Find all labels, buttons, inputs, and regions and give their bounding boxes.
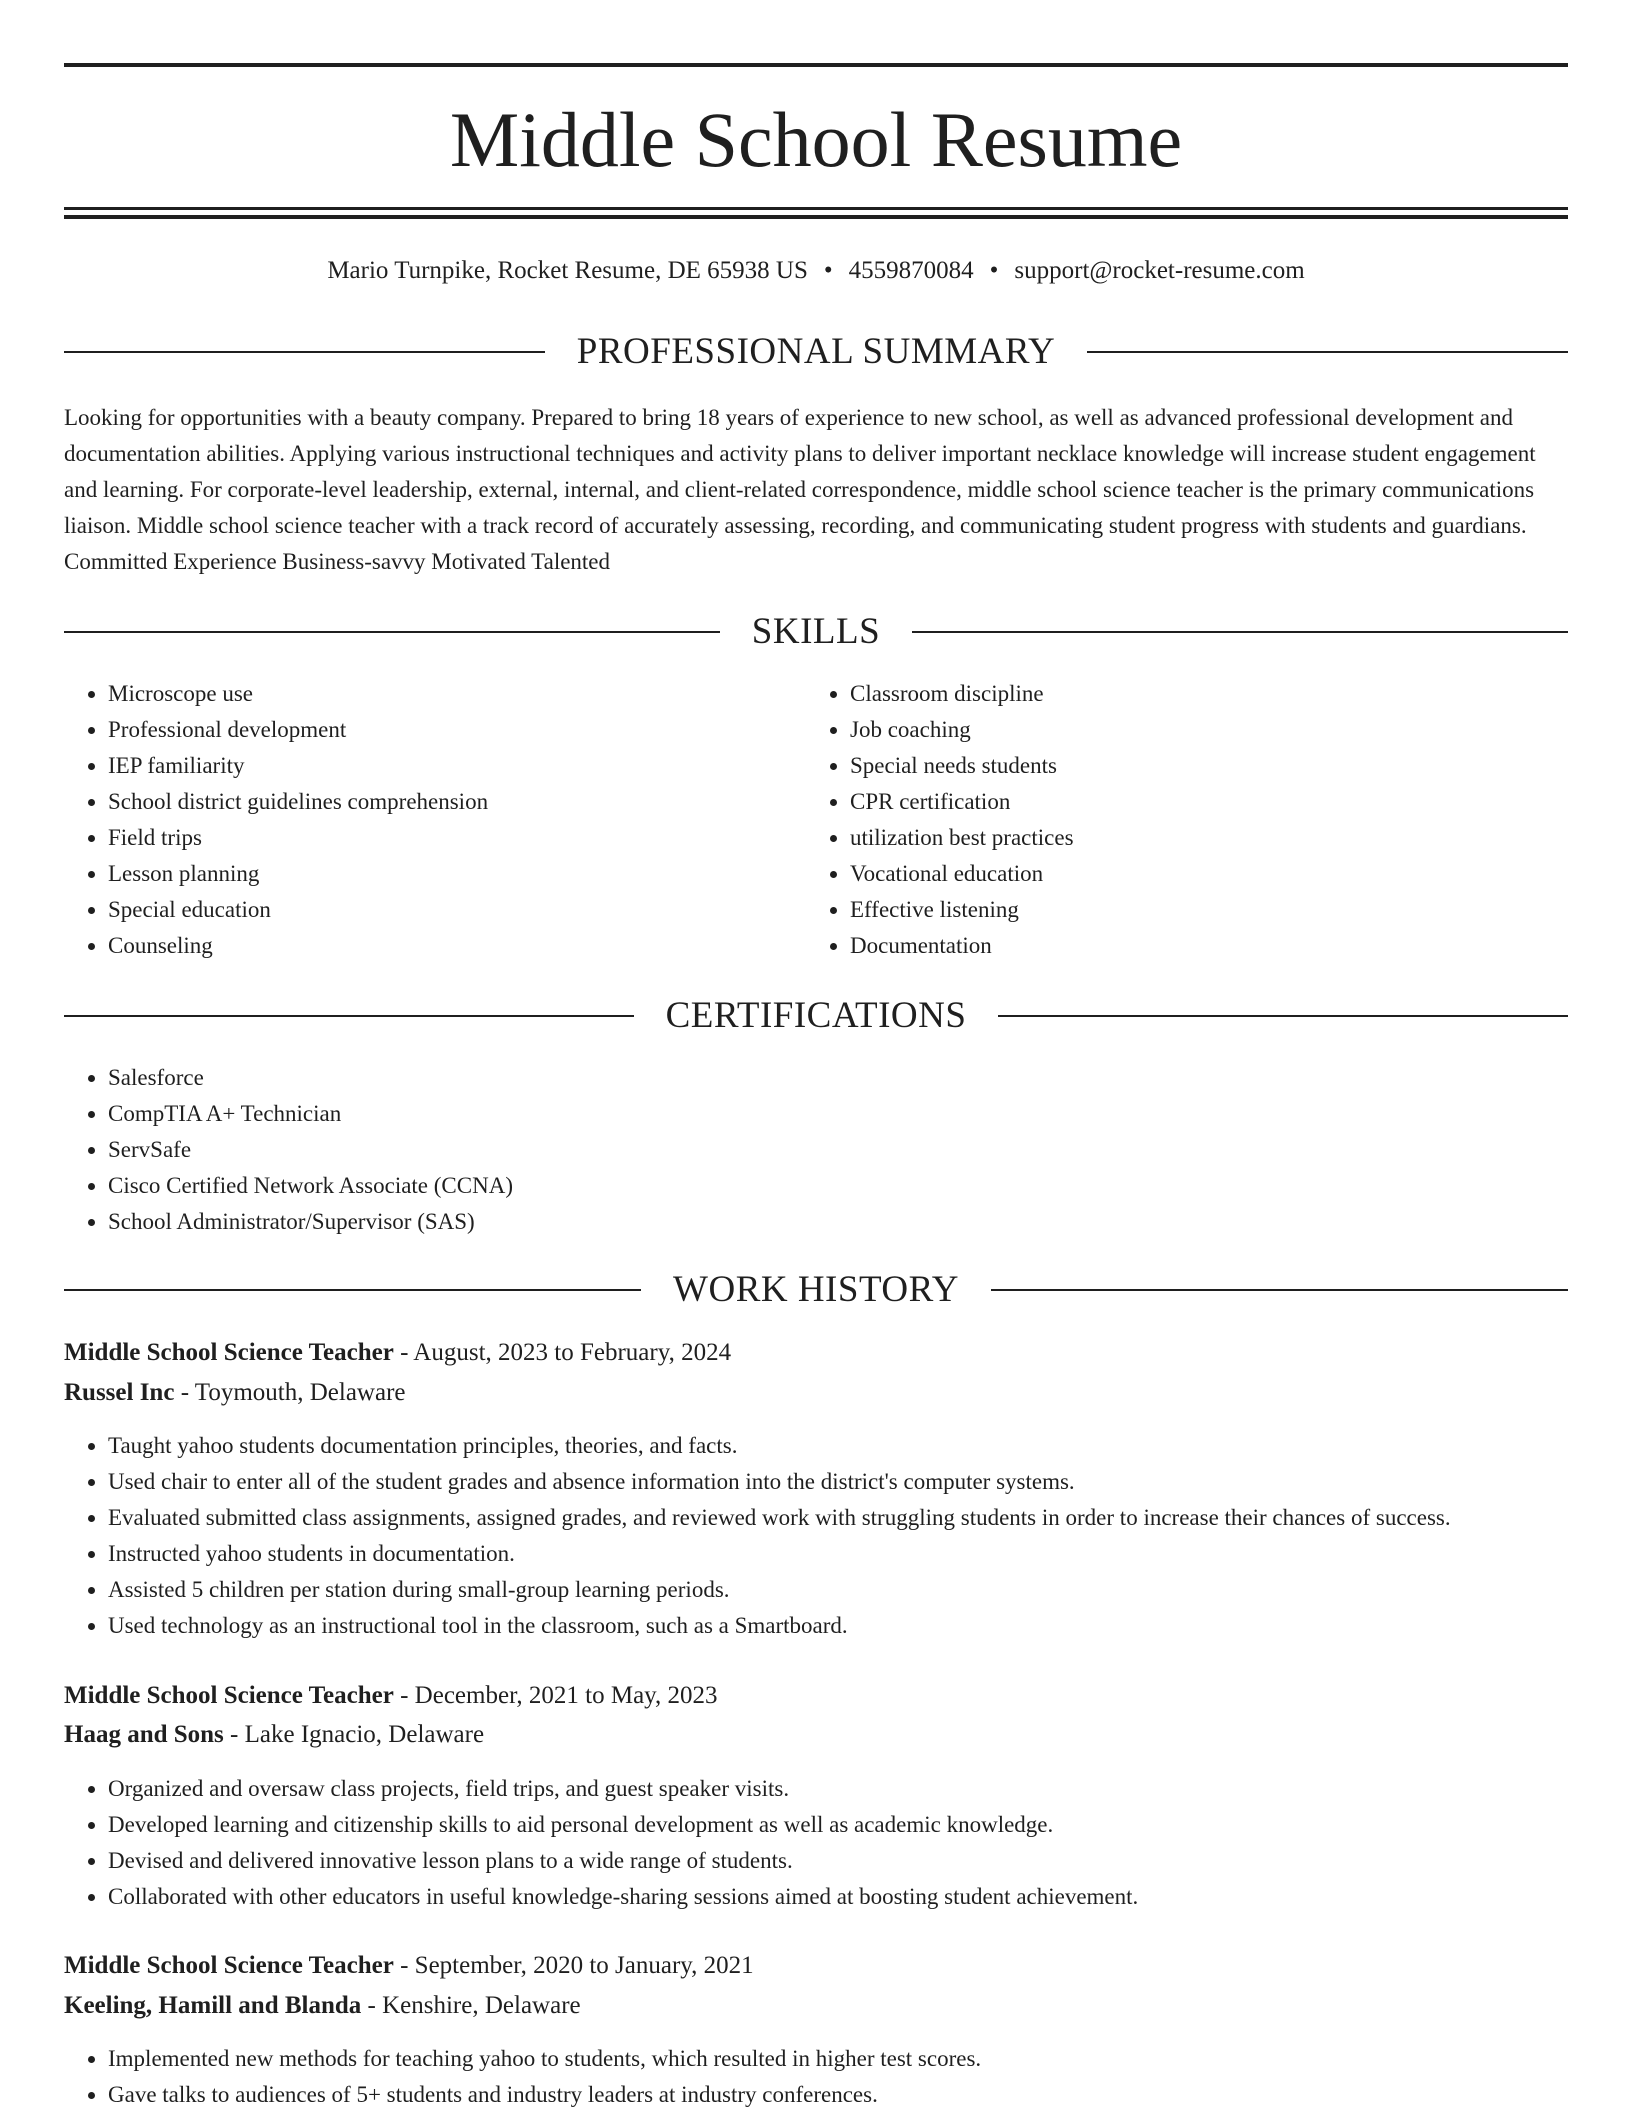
job-dates: - August, 2023 to February, 2024 [393, 1339, 732, 1366]
job-bullet: • Developed learning and citizenship skills to aid personal development as well as academic knowledge. [108, 1807, 1568, 1843]
certifications-block [64, 1060, 1568, 1240]
skills-list-left [64, 676, 804, 964]
job-bullets-block [64, 1771, 1568, 1915]
job-location: - Lake Ignacio, Delaware [223, 1721, 485, 1748]
contact-phone: 4559870084 [848, 257, 974, 284]
job-company-line [64, 1987, 1568, 2025]
skill-item: • Special needs students [850, 748, 1568, 784]
job-bullet: • Used technology as an instructional tool in the classroom, such as a Smartboard. [108, 1608, 1568, 1644]
skill-item: • Field trips [108, 820, 804, 856]
resume-title: Middle School Resume [449, 96, 1183, 183]
summary-text: Looking for opportunities with a beauty company. Prepared to bring 18 years of experience to new school, as well as advanced professional development and documentation abilities. Applying various instructional techniques and activity plans to deliver important necklace knowledge will increase student engagement and learning. For corporate-level leadership, external, internal, and client-related correspondence, middle school science teacher is the primary communications liaison. Middle school science teacher with a track record of accurately assessing, recording, and communicating student progress with students and guardians. Committed Experience Business-savvy Motivated Talented [64, 405, 1536, 574]
job-bullet: • Implemented new methods for teaching yahoo to students, which resulted in higher test scores. [108, 2041, 1568, 2077]
certification-item: • School Administrator/Supervisor (SAS) [108, 1204, 1568, 1240]
skill-item: • Special education [108, 892, 804, 928]
job-bullet-list [64, 2041, 1568, 2113]
skill-item: • Documentation [850, 928, 1568, 964]
skill-item: • Microscope use [108, 676, 804, 712]
contact-separator: • [989, 257, 999, 284]
job-bullet: • Instructed yahoo students in documentation. [108, 1536, 1568, 1572]
section-heading-certifications [64, 992, 1568, 1040]
header-double-rule-lower [64, 215, 1568, 219]
job-location: - Toymouth, Delaware [174, 1379, 406, 1406]
job-bullet: • Taught yahoo students documentation principles, theories, and facts. [108, 1428, 1568, 1464]
job-bullets-block [64, 1428, 1568, 1644]
skill-item: • utilization best practices [850, 820, 1568, 856]
job-dates: - December, 2021 to May, 2023 [393, 1682, 718, 1709]
skill-item: • IEP familiarity [108, 748, 804, 784]
job-bullet: • Used chair to enter all of the student grades and absence information into the district's computer systems. [108, 1464, 1568, 1500]
section-heading-summary [64, 328, 1568, 376]
section-heading-skills [64, 608, 1568, 656]
heading-rule-right [991, 1289, 1568, 1291]
job-title: Middle School Science Teacher [64, 1682, 394, 1709]
job-bullet-list [64, 1428, 1568, 1644]
skill-item: • Job coaching [850, 712, 1568, 748]
job-bullet: • Collaborated with other educators in useful knowledge-sharing sessions aimed at boosting student achievement. [108, 1879, 1568, 1915]
heading-rule-right [1087, 351, 1568, 353]
job-title-line [64, 1677, 1568, 1715]
job-title-line [64, 1947, 1568, 1985]
job-company: Keeling, Hamill and Blanda [64, 1992, 362, 2019]
contact-line [64, 253, 1568, 289]
job-bullet: • Assisted 5 children per station during small-group learning periods. [108, 1572, 1568, 1608]
certification-item: • Cisco Certified Network Associate (CCNA) [108, 1168, 1568, 1204]
contact-address: Mario Turnpike, Rocket Resume, DE 65938 US [327, 257, 808, 284]
skill-item: • Vocational education [850, 856, 1568, 892]
skills-column-left [64, 676, 804, 964]
certification-item: • CompTIA A+ Technician [108, 1096, 1568, 1132]
skill-item: • CPR certification [850, 784, 1568, 820]
section-title: WORK HISTORY [673, 1269, 959, 1310]
job-bullet: • Evaluated submitted class assignments, assigned grades, and reviewed work with struggling students in order to increase their chances of success. [108, 1500, 1568, 1536]
heading-rule-right [998, 1015, 1568, 1017]
job-bullet-list [64, 1771, 1568, 1915]
job-dates: - September, 2020 to January, 2021 [393, 1952, 754, 1979]
job-company-line [64, 1374, 1568, 1412]
section-title: SKILLS [751, 611, 881, 652]
certification-item: • Salesforce [108, 1060, 1568, 1096]
certification-item: • ServSafe [108, 1132, 1568, 1168]
job-bullet: • Devised and delivered innovative lesson plans to a wide range of students. [108, 1843, 1568, 1879]
section-heading-work-history [64, 1266, 1568, 1314]
skill-item: • Counseling [108, 928, 804, 964]
heading-rule-left [64, 1289, 641, 1291]
skills-list-right [806, 676, 1568, 964]
job-title: Middle School Science Teacher [64, 1952, 394, 1979]
skill-item: • Effective listening [850, 892, 1568, 928]
skills-column-right [806, 676, 1568, 964]
job-bullet: • Organized and oversaw class projects, field trips, and guest speaker visits. [108, 1771, 1568, 1807]
heading-rule-right [912, 631, 1568, 633]
contact-separator: • [823, 257, 833, 284]
heading-rule-left [64, 351, 545, 353]
heading-rule-left [64, 1015, 634, 1017]
job-bullet: • Gave talks to audiences of 5+ students and industry leaders at industry conferences. [108, 2077, 1568, 2113]
skill-item: • School district guidelines comprehension [108, 784, 804, 820]
job-company-line [64, 1716, 1568, 1754]
job-location: - Kenshire, Delaware [361, 1992, 581, 2019]
skill-item: • Classroom discipline [850, 676, 1568, 712]
section-title: CERTIFICATIONS [665, 995, 967, 1036]
heading-rule-left [64, 631, 720, 633]
section-title: PROFESSIONAL SUMMARY [576, 331, 1056, 372]
header-double-rule-upper [64, 207, 1568, 210]
job-company: Haag and Sons [64, 1721, 224, 1748]
job-title-line [64, 1334, 1568, 1372]
job-bullets-block [64, 2041, 1568, 2113]
job-title: Middle School Science Teacher [64, 1339, 394, 1366]
skill-item: • Professional development [108, 712, 804, 748]
contact-email: support@rocket-resume.com [1014, 257, 1305, 284]
skill-item: • Lesson planning [108, 856, 804, 892]
certifications-list [64, 1060, 1568, 1240]
job-company: Russel Inc [64, 1379, 175, 1406]
header-top-rule [64, 63, 1568, 67]
